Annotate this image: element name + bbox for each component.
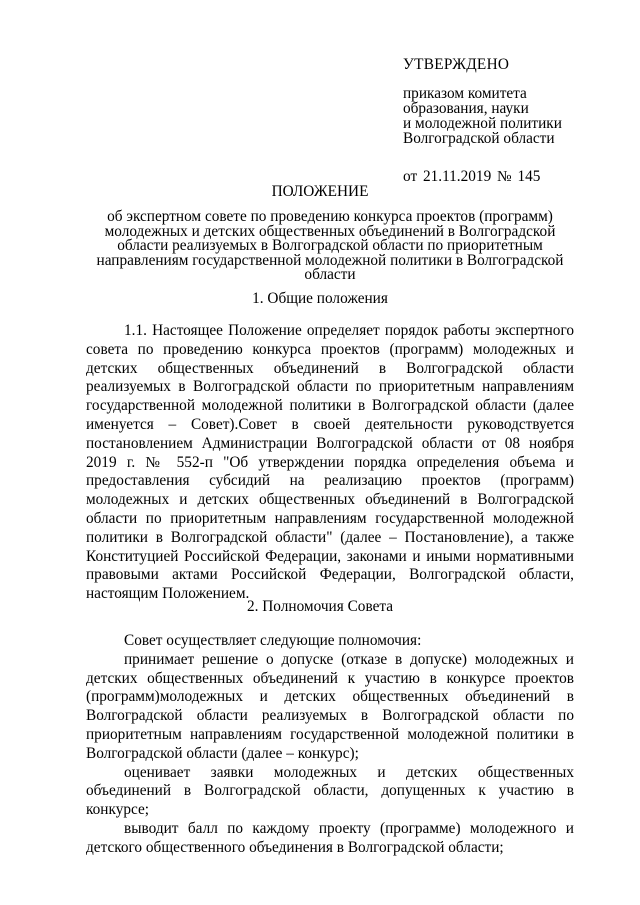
approval-line: приказом комитета [403, 85, 527, 102]
section-1-heading: 1. Общие положения [252, 290, 388, 307]
section-2-body [86, 632, 574, 858]
paragraph-1-1: 1.1. Настоящее Положение определяет порядок работы экспертного совета по проведению конкурса проектов (программ) молодежных и детских общественных объединений в Волгоградской области реализуемых в Волгоградской области по приоритетным направлениям государственной молодежной политики в Волгоградской области (далее именуется – Совет).Совет в своей деятельности руководствуется постановлением Администрации Волгоградской области от 08 ноября 2019 г. № 552-п "Об утверждении порядка определения объема и предоставления субсидий на реализацию проектов (программ) молодежных и детских общественных объединений в Волгоградской области по приоритетным направлениям государственной молодежной политики в Волгоградской области" (далее – Постановление), а также Конституцией Российской Федерации, законами и иными нормативными правовыми актами Российской Федерации, Волгоградской области, настоящим Положением. [86, 322, 574, 603]
section-1-body [86, 322, 574, 604]
list-item: выводит балл по каждому проекту (программе) молодежного и детского общественного объединения в Волгоградской области; [86, 819, 574, 856]
approval-line: образования, науки [403, 100, 529, 117]
approval-block [403, 57, 603, 184]
approval-line: и молодежной политики [403, 115, 562, 132]
approval-title: УТВЕРЖДЕНО [403, 56, 510, 73]
approval-date-number: от 21.11.2019 № 145 [403, 168, 541, 185]
list-item: оценивает заявки молодежных и детских общественных объединений в Волгоградской области, допущенных к участию в конкурсе; [86, 763, 574, 819]
list-item: принимает решение о допуске (отказе в допуске) молодежных и детских общественных объединений к участию в конкурсе проектов (программ)молодежных и детских общественных объединений в Волгоградской области реализуемых в Волгоградской области по приоритетным направлениям государственной молодежной политики в Волгоградской области (далее – конкурс); [86, 650, 574, 762]
approval-line: Волгоградской области [403, 130, 555, 147]
document-subtitle: об экспертном совете по проведению конкурса проектов (программ) молодежных и детских общественных объединений в Волгоградской области реализуемых в Волгоградской области по приоритетным направлениям государственной молодежной политики в Волгоградской области [96, 208, 564, 284]
section-2-intro: Совет осуществляет следующие полномочия: [124, 632, 422, 649]
section-2-heading: 2. Полномочия Совета [246, 598, 394, 615]
document-title: ПОЛОЖЕНИЕ [271, 183, 369, 200]
